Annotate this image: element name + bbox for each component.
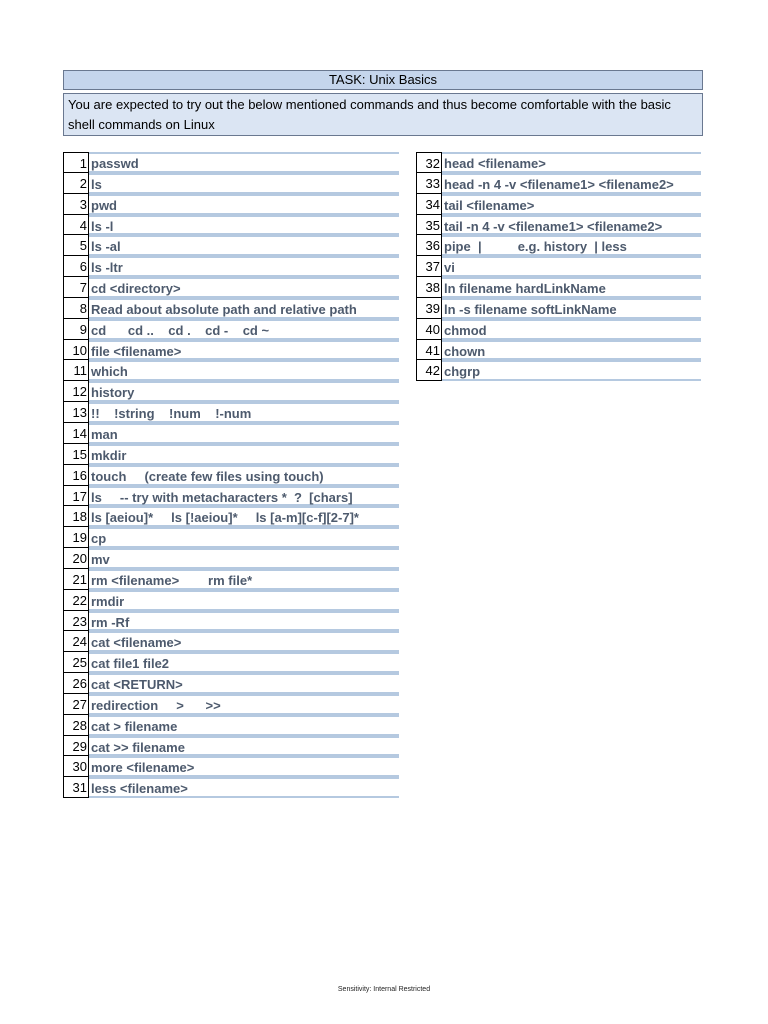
command-text: redirection > >> bbox=[89, 694, 399, 715]
command-text: less <filename> bbox=[89, 777, 399, 798]
command-text: cd cd .. cd . cd - cd ~ bbox=[89, 319, 399, 340]
command-text: cat <filename> bbox=[89, 631, 399, 652]
row-number: 24 bbox=[63, 631, 89, 652]
row-number: 11 bbox=[63, 360, 89, 381]
command-text: cat > filename bbox=[89, 715, 399, 736]
command-text: cat file1 file2 bbox=[89, 652, 399, 673]
row-number: 40 bbox=[416, 319, 442, 340]
row-number: 7 bbox=[63, 277, 89, 298]
command-row bbox=[63, 569, 399, 590]
command-row bbox=[416, 277, 701, 298]
command-row bbox=[63, 256, 399, 277]
command-text: more <filename> bbox=[89, 756, 399, 777]
command-row bbox=[63, 611, 399, 632]
row-number: 36 bbox=[416, 235, 442, 256]
command-text: ls -l bbox=[89, 215, 399, 236]
row-number: 20 bbox=[63, 548, 89, 569]
row-number: 4 bbox=[63, 215, 89, 236]
row-number: 9 bbox=[63, 319, 89, 340]
command-text: ln filename hardLinkName bbox=[442, 277, 701, 298]
command-text: mv bbox=[89, 548, 399, 569]
row-number: 3 bbox=[63, 194, 89, 215]
commands-table-right bbox=[416, 152, 701, 381]
command-row bbox=[63, 527, 399, 548]
command-row bbox=[63, 631, 399, 652]
command-row bbox=[63, 360, 399, 381]
row-number: 1 bbox=[63, 152, 89, 173]
row-number: 38 bbox=[416, 277, 442, 298]
row-number: 26 bbox=[63, 673, 89, 694]
row-number: 2 bbox=[63, 173, 89, 194]
row-number: 30 bbox=[63, 756, 89, 777]
command-row bbox=[416, 194, 701, 215]
row-number: 29 bbox=[63, 736, 89, 757]
row-number: 22 bbox=[63, 590, 89, 611]
row-number: 33 bbox=[416, 173, 442, 194]
command-row bbox=[416, 298, 701, 319]
row-number: 17 bbox=[63, 486, 89, 507]
command-text: chgrp bbox=[442, 360, 701, 381]
row-number: 21 bbox=[63, 569, 89, 590]
commands-table-left bbox=[63, 152, 399, 798]
command-text: ls -al bbox=[89, 235, 399, 256]
command-row bbox=[63, 444, 399, 465]
command-text: head -n 4 -v <filename1> <filename2> bbox=[442, 173, 701, 194]
row-number: 12 bbox=[63, 381, 89, 402]
command-row bbox=[416, 360, 701, 381]
row-number: 27 bbox=[63, 694, 89, 715]
command-text: cat >> filename bbox=[89, 736, 399, 757]
row-number: 6 bbox=[63, 256, 89, 277]
command-row bbox=[63, 319, 399, 340]
command-text: vi bbox=[442, 256, 701, 277]
command-row bbox=[63, 590, 399, 611]
command-row bbox=[63, 756, 399, 777]
command-text: history bbox=[89, 381, 399, 402]
command-row bbox=[63, 465, 399, 486]
command-row bbox=[63, 777, 399, 798]
command-row bbox=[63, 506, 399, 527]
command-text: ln -s filename softLinkName bbox=[442, 298, 701, 319]
command-text: cp bbox=[89, 527, 399, 548]
row-number: 18 bbox=[63, 506, 89, 527]
row-number: 28 bbox=[63, 715, 89, 736]
command-row bbox=[63, 548, 399, 569]
command-text: pwd bbox=[89, 194, 399, 215]
row-number: 41 bbox=[416, 340, 442, 361]
command-text: file <filename> bbox=[89, 340, 399, 361]
command-text: mkdir bbox=[89, 444, 399, 465]
command-text: ls bbox=[89, 173, 399, 194]
command-row bbox=[63, 173, 399, 194]
command-row bbox=[63, 736, 399, 757]
command-row bbox=[63, 215, 399, 236]
task-title: TASK: Unix Basics bbox=[63, 70, 703, 90]
command-row bbox=[63, 673, 399, 694]
command-row bbox=[416, 256, 701, 277]
command-row bbox=[416, 319, 701, 340]
command-row bbox=[63, 152, 399, 173]
row-number: 32 bbox=[416, 152, 442, 173]
row-number: 42 bbox=[416, 360, 442, 381]
command-row bbox=[63, 340, 399, 361]
command-row bbox=[63, 423, 399, 444]
command-row bbox=[416, 152, 701, 173]
sensitivity-label: Sensitivity: Internal Restricted bbox=[337, 986, 431, 993]
row-number: 35 bbox=[416, 215, 442, 236]
row-number: 13 bbox=[63, 402, 89, 423]
command-text: touch (create few files using touch) bbox=[89, 465, 399, 486]
row-number: 10 bbox=[63, 340, 89, 361]
row-number: 5 bbox=[63, 235, 89, 256]
command-text: rm <filename> rm file* bbox=[89, 569, 399, 590]
row-number: 19 bbox=[63, 527, 89, 548]
command-row bbox=[63, 277, 399, 298]
row-number: 14 bbox=[63, 423, 89, 444]
row-number: 15 bbox=[63, 444, 89, 465]
task-description: You are expected to try out the below mentioned commands and thus become comfortable with the basic shell commands on Linux bbox=[63, 93, 703, 136]
command-text: rmdir bbox=[89, 590, 399, 611]
command-row bbox=[416, 340, 701, 361]
row-number: 8 bbox=[63, 298, 89, 319]
row-number: 39 bbox=[416, 298, 442, 319]
command-text: cd <directory> bbox=[89, 277, 399, 298]
command-row bbox=[63, 235, 399, 256]
command-row bbox=[63, 694, 399, 715]
command-text: chown bbox=[442, 340, 701, 361]
row-number: 16 bbox=[63, 465, 89, 486]
command-text: chmod bbox=[442, 319, 701, 340]
command-row bbox=[63, 194, 399, 215]
command-text: !! !string !num !-num bbox=[89, 402, 399, 423]
command-text: ls -- try with metacharacters * ? [chars] bbox=[89, 486, 399, 507]
command-text: which bbox=[89, 360, 399, 381]
command-row bbox=[416, 215, 701, 236]
row-number: 37 bbox=[416, 256, 442, 277]
row-number: 25 bbox=[63, 652, 89, 673]
command-text: head <filename> bbox=[442, 152, 701, 173]
command-row bbox=[63, 486, 399, 507]
command-text: passwd bbox=[89, 152, 399, 173]
command-text: man bbox=[89, 423, 399, 444]
command-row bbox=[63, 715, 399, 736]
command-text: Read about absolute path and relative path bbox=[89, 298, 399, 319]
command-text: tail <filename> bbox=[442, 194, 701, 215]
command-row bbox=[63, 298, 399, 319]
command-text: rm -Rf bbox=[89, 611, 399, 632]
row-number: 31 bbox=[63, 777, 89, 798]
command-text: ls -ltr bbox=[89, 256, 399, 277]
command-row bbox=[63, 402, 399, 423]
command-text: cat <RETURN> bbox=[89, 673, 399, 694]
row-number: 23 bbox=[63, 611, 89, 632]
row-number: 34 bbox=[416, 194, 442, 215]
command-text: pipe | e.g. history | less bbox=[442, 235, 701, 256]
command-text: tail -n 4 -v <filename1> <filename2> bbox=[442, 215, 701, 236]
command-row bbox=[416, 235, 701, 256]
command-row bbox=[416, 173, 701, 194]
command-row bbox=[63, 381, 399, 402]
command-text: ls [aeiou]* ls [!aeiou]* ls [a-m][c-f][2-7]* bbox=[89, 506, 399, 527]
command-row bbox=[63, 652, 399, 673]
